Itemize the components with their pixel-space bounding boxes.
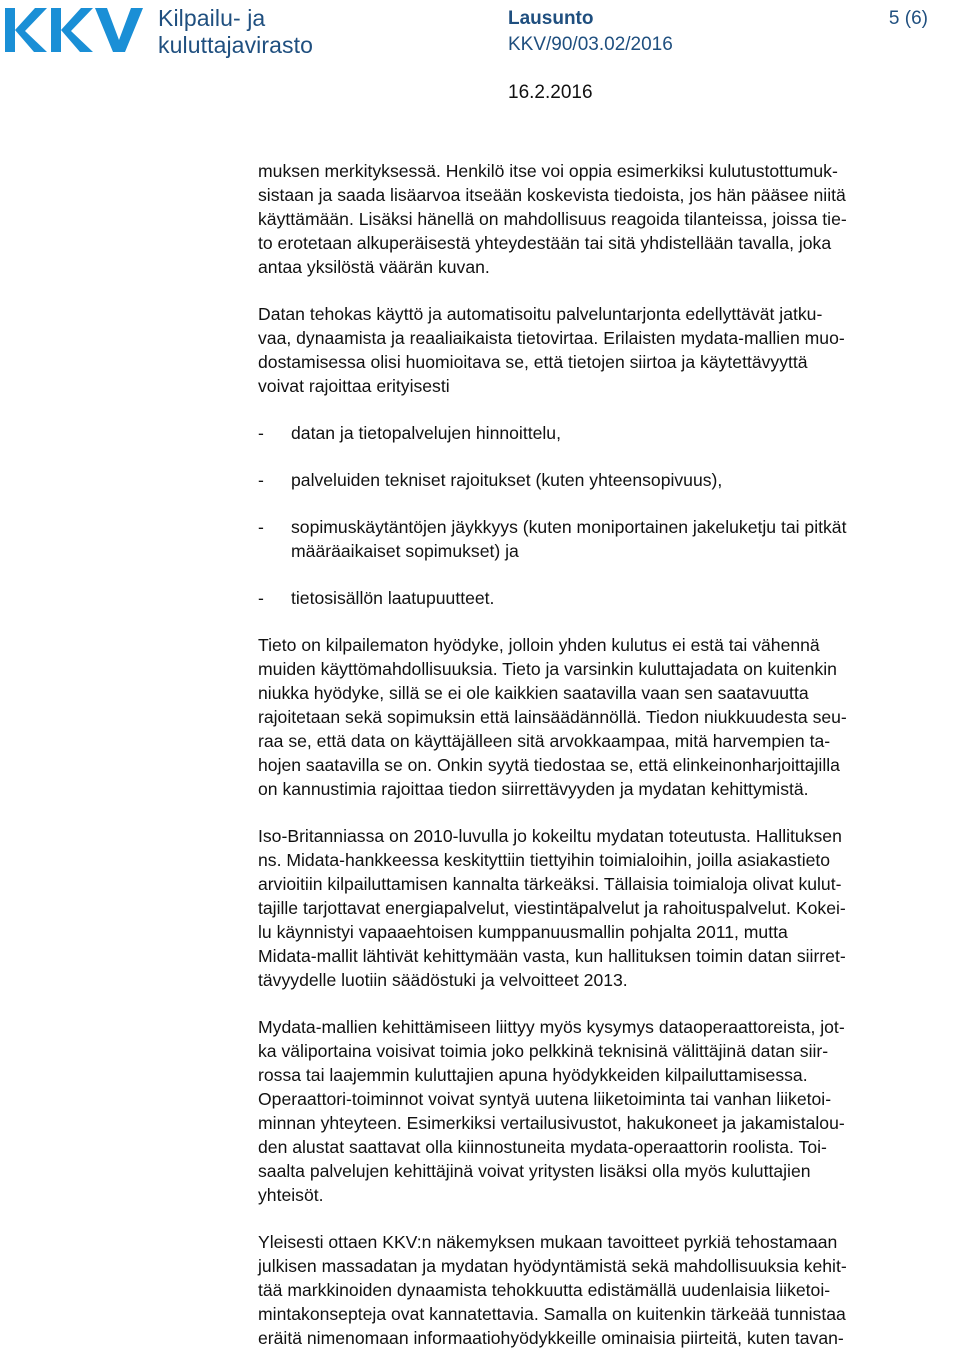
paragraph-4: [258, 824, 960, 992]
text-line: muiden käyttömahdollisuuksia. Tieto ja varsinkin kuluttajadata on kuitenkin: [258, 659, 837, 679]
document-body: [258, 159, 960, 1350]
paragraph-5: [258, 1015, 960, 1207]
text-line: saalta palvelujen kehittäjinä voivat yritysten lisäksi olla myös kuluttajien: [258, 1161, 811, 1181]
list-item: [258, 421, 960, 445]
list-item-text: tietosisällön laatupuutteet.: [291, 588, 495, 608]
list-gap: [258, 445, 960, 468]
list-item-continuation: määräaikaiset sopimukset) ja: [291, 541, 519, 561]
text-line: hojen saatavilla se on. Onkin syytä tiedostaa se, että elinkeinonharjoittajilla: [258, 755, 840, 775]
paragraph-6: [258, 1230, 960, 1350]
text-line: raa se, että data on käyttäjälleen sitä arvokkaampaa, mitä harvempien ta-: [258, 731, 831, 751]
text-line: lu käynnistyi vapaaehtoisen kumppanuusmallin pohjalta 2011, mutta: [258, 922, 788, 942]
text-line: on kannustimia rajoittaa tiedon siirrettävyyden ja mydatan kehittymistä.: [258, 779, 809, 799]
text-line: ns. Midata-hankkeessa keskityttiin tiettyihin toimialoihin, joilla asiakastieto: [258, 850, 831, 870]
page-number: 5 (6): [888, 8, 928, 29]
text-line: Datan tehokas käyttö ja automatisoitu palveluntarjonta edellyttävät jatku-: [258, 304, 823, 324]
list-dash: -: [258, 423, 264, 443]
list-dash: -: [258, 517, 264, 537]
text-line: Midata-mallit lähtivät kehittymään vasta, kun hallituksen toimin datan siirret-: [258, 946, 846, 966]
paragraph-gap: [258, 398, 960, 421]
list-gap: [258, 563, 960, 586]
text-line: dostamisessa olisi huomioitava se, että tietojen siirtoa ja käytettävyyttä: [258, 352, 808, 372]
text-line: minnan yhteyteen. Esimerkiksi vertailusivustot, hakukoneet ja jakamistalou-: [258, 1113, 845, 1133]
paragraph-gap: [258, 801, 960, 824]
paragraph-1: [258, 159, 960, 279]
page-header: [0, 0, 960, 110]
organization-name-line2: kuluttajavirasto: [158, 32, 314, 58]
kkv-logo: [3, 4, 148, 56]
list-item-text: datan ja tietopalvelujen hinnoittelu,: [291, 423, 561, 443]
text-line: yhteisöt.: [258, 1185, 324, 1205]
paragraph-3: [258, 633, 960, 801]
text-line: tää markkinoiden dynaamista tehokkuutta edistämällä uudenlaisia liiketoi-: [258, 1280, 831, 1300]
text-line: muksen merkityksessä. Henkilö itse voi oppia esimerkiksi kulutustottumuk-: [258, 161, 838, 181]
paragraph-gap: [258, 992, 960, 1015]
text-line: den alustat saattavat olla kiinnostuneita mydata-operaattorin roolista. Toi-: [258, 1137, 827, 1157]
text-line: rossa tai laajemmin kuluttajien apuna hyödykkeiden kilpailuttamisessa.: [258, 1065, 808, 1085]
text-line: antaa yksilöstä väärän kuvan.: [258, 257, 490, 277]
text-line: julkisen massadatan ja mydatan hyödyntämistä sekä mahdollisuuksia kehit-: [258, 1256, 847, 1276]
text-line: ka väliportaina voisivat toimia joko pelkkinä teknisinä välittäjinä datan siir-: [258, 1041, 829, 1061]
text-line: käyttämään. Lisäksi hänellä on mahdollisuus reagoida tilanteissa, joissa tie-: [258, 209, 847, 229]
list-dash: -: [258, 470, 264, 490]
text-line: voivat rajoittaa erityisesti: [258, 376, 450, 396]
list-item: [258, 586, 960, 610]
document-reference: KKV/90/03.02/2016: [508, 34, 673, 55]
list-item-text: sopimuskäytäntöjen jäykkyys (kuten moniportainen jakeluketju tai pitkät: [291, 517, 847, 537]
text-line: to erotetaan alkuperäisestä yhteydestään tai sitä yhdistellään tavalla, joka: [258, 233, 832, 253]
list-item: [258, 468, 960, 492]
paragraph-gap: [258, 1207, 960, 1230]
text-line: Yleisesti ottaen KKV:n näkemyksen mukaan tavoitteet pyrkiä tehostamaan: [258, 1232, 838, 1252]
text-line: tävyydelle luotiin säädöstuki ja velvoitteet 2013.: [258, 970, 628, 990]
text-line: sistaan ja saada lisäarvoa itseään koskevista tiedoista, jos hän pääsee niitä: [258, 185, 846, 205]
text-line: Mydata-mallien kehittämiseen liittyy myös kysymys dataoperaattoreista, jot-: [258, 1017, 845, 1037]
organization-name: [158, 5, 313, 59]
text-line: mintakonsepteja ovat kannatettavia. Samalla on kuitenkin tärkeää tunnistaa: [258, 1304, 846, 1324]
text-line: Tieto on kilpailematon hyödyke, jolloin yhden kulutus ei estä tai vähennä: [258, 635, 820, 655]
list-item-text: palveluiden tekniset rajoitukset (kuten yhteensopivuus),: [291, 470, 723, 490]
bullet-list: [258, 421, 960, 610]
text-line: Operaattori-toiminnot voivat syntyä uutena liiketoiminta tai vanhan liiketoi-: [258, 1089, 832, 1109]
paragraph-gap: [258, 610, 960, 633]
text-line: niukka hyödyke, sillä se ei ole kaikkien saatavilla vaan sen saatavuutta: [258, 683, 809, 703]
document-type: Lausunto: [508, 8, 594, 29]
list-gap: [258, 492, 960, 515]
organization-name-line1: Kilpailu- ja: [158, 5, 266, 31]
list-dash: -: [258, 588, 264, 608]
text-line: Iso-Britanniassa on 2010-luvulla jo kokeiltu mydatan toteutusta. Hallituksen: [258, 826, 842, 846]
text-line: arvioitiin kilpailuttamisen kannalta tärkeäksi. Tällaisia toimialoja olivat kulut-: [258, 874, 842, 894]
paragraph-gap: [258, 279, 960, 302]
text-line: eräitä nimenomaan informaatiohyödykkeille ominaisia piirteitä, kuten tavan-: [258, 1328, 844, 1348]
text-line: tajille tarjottavat energiapalvelut, viestintäpalvelut ja rahoituspalvelut. Kokei-: [258, 898, 846, 918]
text-line: vaa, dynaamista ja reaaliaikaista tietovirtaa. Erilaisten mydata-mallien muo-: [258, 328, 845, 348]
paragraph-2: [258, 302, 960, 398]
text-line: rajoitetaan sekä sopimuksin että lainsäädännöllä. Tiedon niukkuudesta seu-: [258, 707, 847, 727]
document-date: 16.2.2016: [508, 82, 593, 103]
list-item: [258, 515, 960, 539]
